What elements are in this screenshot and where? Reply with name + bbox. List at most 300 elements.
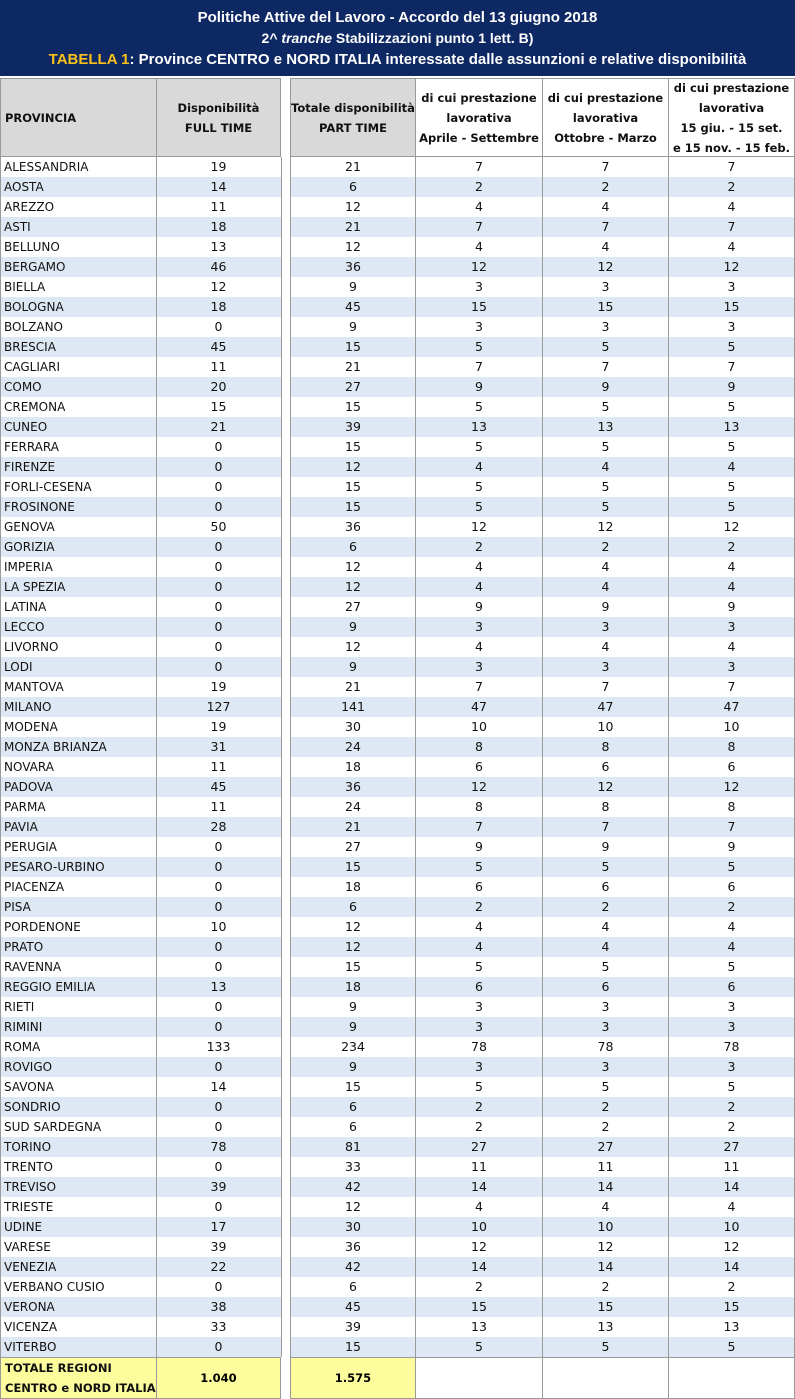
cell-ottobre-marzo: 3 bbox=[601, 279, 610, 294]
cell-aprile-settembre: 6 bbox=[475, 979, 483, 994]
cell-provincia: FERRARA bbox=[4, 440, 59, 454]
cell-ottobre-marzo: 3 bbox=[601, 1019, 610, 1034]
cell-provincia: VENEZIA bbox=[4, 1260, 57, 1274]
cell-provincia: SONDRIO bbox=[4, 1100, 61, 1114]
cell-part-time: 12 bbox=[345, 939, 361, 954]
cell-part-time: 30 bbox=[345, 719, 361, 734]
table-row bbox=[0, 637, 795, 657]
cell-periodo-misto: 5 bbox=[727, 499, 736, 514]
cell-provincia: PERUGIA bbox=[4, 840, 57, 854]
cell-part-time: 18 bbox=[345, 879, 361, 894]
table-row bbox=[0, 757, 795, 777]
cell-periodo-misto: 3 bbox=[727, 619, 736, 634]
cell-aprile-settembre: 9 bbox=[475, 839, 483, 854]
cell-full-time: 127 bbox=[206, 699, 231, 714]
table-caption-text: : Province CENTRO e NORD ITALIA interessate dalle assunzioni e relative disponibilità bbox=[129, 51, 747, 68]
cell-full-time: 21 bbox=[210, 419, 227, 434]
table-row bbox=[0, 457, 795, 477]
table-row bbox=[0, 1117, 795, 1137]
table-row bbox=[0, 497, 795, 517]
cell-ottobre-marzo: 3 bbox=[601, 1059, 610, 1074]
cell-full-time: 18 bbox=[210, 299, 227, 314]
cell-aprile-settembre: 9 bbox=[475, 379, 483, 394]
cell-part-time: 27 bbox=[345, 839, 361, 854]
cell-periodo-misto: 14 bbox=[723, 1259, 740, 1274]
subtitle-prefix: 2^ bbox=[261, 30, 282, 46]
cell-part-time: 6 bbox=[349, 179, 357, 194]
cell-periodo-misto: 2 bbox=[727, 1119, 736, 1134]
cell-full-time: 0 bbox=[214, 479, 223, 494]
cell-periodo-misto: 2 bbox=[727, 1279, 736, 1294]
cell-full-time: 45 bbox=[210, 779, 227, 794]
cell-ottobre-marzo: 13 bbox=[597, 419, 614, 434]
cell-ottobre-marzo: 5 bbox=[601, 1079, 610, 1094]
cell-periodo-misto: 47 bbox=[723, 699, 740, 714]
cell-periodo-misto: 5 bbox=[727, 959, 736, 974]
table-row bbox=[0, 877, 795, 897]
subtitle-italic: tranche bbox=[281, 30, 332, 46]
cell-provincia: SAVONA bbox=[4, 1080, 54, 1094]
header-ott-mar-line2: lavorativa bbox=[572, 110, 639, 125]
cell-aprile-settembre: 7 bbox=[475, 359, 483, 374]
cell-periodo-misto: 15 bbox=[723, 299, 740, 314]
cell-aprile-settembre: 7 bbox=[475, 219, 483, 234]
cell-ottobre-marzo: 4 bbox=[601, 639, 610, 654]
cell-ottobre-marzo: 5 bbox=[601, 479, 610, 494]
grid-line bbox=[290, 157, 291, 1357]
cell-provincia: FROSINONE bbox=[4, 500, 75, 514]
cell-ottobre-marzo: 4 bbox=[601, 199, 610, 214]
cell-aprile-settembre: 2 bbox=[475, 1099, 483, 1114]
cell-full-time: 20 bbox=[210, 379, 227, 394]
cell-ottobre-marzo: 10 bbox=[597, 719, 614, 734]
cell-part-time: 42 bbox=[345, 1259, 361, 1274]
cell-aprile-settembre: 12 bbox=[471, 779, 487, 794]
cell-full-time: 0 bbox=[214, 999, 223, 1014]
cell-aprile-settembre: 3 bbox=[475, 619, 483, 634]
cell-aprile-settembre: 5 bbox=[475, 1339, 483, 1354]
cell-ottobre-marzo: 2 bbox=[601, 1099, 610, 1114]
cell-part-time: 9 bbox=[349, 659, 357, 674]
cell-aprile-settembre: 78 bbox=[471, 1039, 487, 1054]
cell-periodo-misto: 3 bbox=[727, 659, 736, 674]
cell-periodo-misto: 4 bbox=[727, 459, 736, 474]
table-row bbox=[0, 1237, 795, 1257]
cell-full-time: 15 bbox=[210, 399, 227, 414]
cell-aprile-settembre: 5 bbox=[475, 859, 483, 874]
cell-provincia: RIETI bbox=[4, 1000, 35, 1014]
cell-ottobre-marzo: 9 bbox=[601, 379, 610, 394]
cell-provincia: MILANO bbox=[4, 700, 52, 714]
cell-part-time: 6 bbox=[349, 539, 357, 554]
table-row bbox=[0, 1197, 795, 1217]
cell-provincia: LODI bbox=[4, 660, 33, 674]
cell-part-time: 12 bbox=[345, 579, 361, 594]
cell-aprile-settembre: 8 bbox=[475, 799, 483, 814]
cell-full-time: 45 bbox=[210, 339, 227, 354]
header-mixed-line2: lavorativa bbox=[698, 100, 765, 115]
cell-periodo-misto: 13 bbox=[723, 1319, 740, 1334]
cell-part-time: 15 bbox=[345, 1079, 361, 1094]
cell-part-time: 9 bbox=[349, 999, 357, 1014]
cell-full-time: 39 bbox=[210, 1239, 227, 1254]
cell-ottobre-marzo: 2 bbox=[601, 1119, 610, 1134]
cell-aprile-settembre: 5 bbox=[475, 339, 483, 354]
cell-part-time: 18 bbox=[345, 979, 361, 994]
cell-full-time: 133 bbox=[206, 1039, 231, 1054]
cell-provincia: CREMONA bbox=[4, 400, 66, 414]
cell-aprile-settembre: 5 bbox=[475, 479, 483, 494]
totals-part-time: 1.575 bbox=[290, 1357, 416, 1399]
header-apr-set-line1: di cui prestazione bbox=[421, 90, 537, 105]
table-row bbox=[0, 1137, 795, 1157]
cell-aprile-settembre: 5 bbox=[475, 439, 483, 454]
cell-periodo-misto: 5 bbox=[727, 1339, 736, 1354]
cell-ottobre-marzo: 5 bbox=[601, 499, 610, 514]
cell-aprile-settembre: 7 bbox=[475, 819, 483, 834]
grid-line bbox=[542, 157, 543, 1357]
cell-ottobre-marzo: 4 bbox=[601, 459, 610, 474]
cell-periodo-misto: 3 bbox=[727, 1019, 736, 1034]
table-label: TABELLA 1 bbox=[48, 51, 130, 68]
cell-full-time: 13 bbox=[210, 979, 227, 994]
cell-part-time: 15 bbox=[345, 479, 361, 494]
cell-part-time: 15 bbox=[345, 499, 361, 514]
cell-periodo-misto: 4 bbox=[727, 939, 736, 954]
cell-full-time: 0 bbox=[214, 439, 223, 454]
banner-subtitle bbox=[0, 30, 795, 46]
cell-periodo-misto: 3 bbox=[727, 1059, 736, 1074]
header-full-time bbox=[156, 78, 281, 157]
cell-provincia: FORLI-CESENA bbox=[4, 480, 92, 494]
table-row bbox=[0, 897, 795, 917]
cell-aprile-settembre: 12 bbox=[471, 519, 487, 534]
table-row bbox=[0, 857, 795, 877]
cell-part-time: 12 bbox=[345, 199, 361, 214]
cell-ottobre-marzo: 6 bbox=[601, 879, 610, 894]
cell-ottobre-marzo: 4 bbox=[601, 939, 610, 954]
totals-full-time: 1.040 bbox=[156, 1357, 281, 1399]
cell-periodo-misto: 9 bbox=[727, 379, 736, 394]
cell-ottobre-marzo: 5 bbox=[601, 439, 610, 454]
cell-periodo-misto: 10 bbox=[723, 1219, 740, 1234]
cell-provincia: UDINE bbox=[4, 1220, 43, 1234]
cell-full-time: 0 bbox=[214, 959, 223, 974]
cell-aprile-settembre: 12 bbox=[471, 259, 487, 274]
cell-provincia: LATINA bbox=[4, 600, 47, 614]
header-mixed-line3: 15 giu. - 15 set. bbox=[680, 120, 783, 135]
cell-periodo-misto: 3 bbox=[727, 279, 736, 294]
cell-periodo-misto: 7 bbox=[727, 159, 736, 174]
cell-periodo-misto: 4 bbox=[727, 559, 736, 574]
cell-ottobre-marzo: 13 bbox=[597, 1319, 614, 1334]
cell-ottobre-marzo: 2 bbox=[601, 899, 610, 914]
cell-provincia: TRIESTE bbox=[4, 1200, 54, 1214]
cell-ottobre-marzo: 14 bbox=[597, 1259, 614, 1274]
cell-ottobre-marzo: 9 bbox=[601, 839, 610, 854]
cell-periodo-misto: 2 bbox=[727, 899, 736, 914]
cell-provincia: AREZZO bbox=[4, 200, 55, 214]
cell-part-time: 36 bbox=[345, 779, 361, 794]
cell-full-time: 0 bbox=[214, 639, 223, 654]
cell-provincia: LECCO bbox=[4, 620, 45, 634]
cell-periodo-misto: 3 bbox=[727, 319, 736, 334]
cell-ottobre-marzo: 4 bbox=[601, 919, 610, 934]
cell-part-time: 6 bbox=[349, 899, 357, 914]
table-row bbox=[0, 357, 795, 377]
cell-full-time: 13 bbox=[210, 239, 227, 254]
cell-ottobre-marzo: 3 bbox=[601, 999, 610, 1014]
cell-provincia: TREVISO bbox=[4, 1180, 57, 1194]
table-row bbox=[0, 257, 795, 277]
table-row bbox=[0, 657, 795, 677]
cell-part-time: 9 bbox=[349, 1019, 357, 1034]
cell-part-time: 12 bbox=[345, 459, 361, 474]
cell-part-time: 12 bbox=[345, 919, 361, 934]
cell-full-time: 38 bbox=[210, 1299, 227, 1314]
cell-part-time: 21 bbox=[345, 359, 361, 374]
cell-full-time: 0 bbox=[214, 1119, 223, 1134]
cell-periodo-misto: 12 bbox=[723, 1239, 740, 1254]
table-row bbox=[0, 917, 795, 937]
table-row bbox=[0, 597, 795, 617]
cell-provincia: PIACENZA bbox=[4, 880, 65, 894]
cell-aprile-settembre: 2 bbox=[475, 179, 483, 194]
cell-aprile-settembre: 4 bbox=[475, 1199, 483, 1214]
cell-ottobre-marzo: 4 bbox=[601, 579, 610, 594]
cell-aprile-settembre: 4 bbox=[475, 939, 483, 954]
subtitle-suffix: Stabilizzazioni punto 1 lett. B) bbox=[331, 30, 534, 46]
cell-full-time: 11 bbox=[210, 759, 227, 774]
cell-provincia: IMPERIA bbox=[4, 560, 53, 574]
cell-part-time: 15 bbox=[345, 439, 361, 454]
cell-full-time: 0 bbox=[214, 1019, 223, 1034]
cell-periodo-misto: 5 bbox=[727, 339, 736, 354]
cell-periodo-misto: 7 bbox=[727, 819, 736, 834]
cell-provincia: CUNEO bbox=[4, 420, 48, 434]
cell-full-time: 0 bbox=[214, 499, 223, 514]
totals-label-line2: CENTRO e NORD ITALIA bbox=[5, 1381, 156, 1395]
cell-ottobre-marzo: 5 bbox=[601, 1339, 610, 1354]
cell-part-time: 21 bbox=[345, 159, 361, 174]
cell-part-time: 21 bbox=[345, 219, 361, 234]
table-row bbox=[0, 377, 795, 397]
cell-part-time: 12 bbox=[345, 559, 361, 574]
cell-periodo-misto: 13 bbox=[723, 419, 740, 434]
header-part-time-line2: PART TIME bbox=[319, 120, 387, 135]
cell-part-time: 36 bbox=[345, 259, 361, 274]
cell-ottobre-marzo: 10 bbox=[597, 1219, 614, 1234]
cell-provincia: BRESCIA bbox=[4, 340, 56, 354]
cell-aprile-settembre: 27 bbox=[471, 1139, 487, 1154]
cell-periodo-misto: 7 bbox=[727, 679, 736, 694]
cell-aprile-settembre: 14 bbox=[471, 1259, 487, 1274]
table-row bbox=[0, 1317, 795, 1337]
cell-periodo-misto: 7 bbox=[727, 359, 736, 374]
cell-ottobre-marzo: 12 bbox=[597, 259, 614, 274]
cell-periodo-misto: 27 bbox=[723, 1139, 740, 1154]
table-row bbox=[0, 1177, 795, 1197]
table-row bbox=[0, 297, 795, 317]
table-row bbox=[0, 417, 795, 437]
cell-periodo-misto: 4 bbox=[727, 199, 736, 214]
cell-periodo-misto: 6 bbox=[727, 979, 736, 994]
cell-full-time: 0 bbox=[214, 619, 223, 634]
cell-part-time: 6 bbox=[349, 1099, 357, 1114]
cell-aprile-settembre: 8 bbox=[475, 739, 483, 754]
cell-provincia: CAGLIARI bbox=[4, 360, 60, 374]
cell-aprile-settembre: 4 bbox=[475, 919, 483, 934]
cell-part-time: 24 bbox=[345, 799, 361, 814]
header-part-time-line1: Totale disponibilità bbox=[291, 100, 415, 115]
cell-full-time: 17 bbox=[210, 1219, 227, 1234]
cell-provincia: MANTOVA bbox=[4, 680, 64, 694]
cell-part-time: 234 bbox=[341, 1039, 365, 1054]
grid-line bbox=[415, 157, 416, 1357]
cell-aprile-settembre: 2 bbox=[475, 899, 483, 914]
cell-aprile-settembre: 10 bbox=[471, 719, 487, 734]
cell-provincia: ROVIGO bbox=[4, 1060, 53, 1074]
cell-periodo-misto: 78 bbox=[723, 1039, 740, 1054]
header-mixed-line1: di cui prestazione bbox=[673, 80, 790, 95]
table-row bbox=[0, 977, 795, 997]
cell-periodo-misto: 12 bbox=[723, 259, 740, 274]
cell-aprile-settembre: 15 bbox=[471, 1299, 487, 1314]
cell-aprile-settembre: 3 bbox=[475, 1019, 483, 1034]
cell-ottobre-marzo: 2 bbox=[601, 1279, 610, 1294]
cell-provincia: PADOVA bbox=[4, 780, 53, 794]
header-ott-mar-line3: Ottobre - Marzo bbox=[554, 130, 657, 145]
cell-full-time: 0 bbox=[214, 559, 223, 574]
cell-full-time: 11 bbox=[210, 799, 227, 814]
cell-provincia: BIELLA bbox=[4, 280, 46, 294]
cell-provincia: PARMA bbox=[4, 800, 46, 814]
cell-part-time: 12 bbox=[345, 1199, 361, 1214]
cell-part-time: 30 bbox=[345, 1219, 361, 1234]
header-mixed-line4: e 15 nov. - 15 feb. bbox=[672, 140, 791, 155]
cell-full-time: 0 bbox=[214, 599, 223, 614]
cell-provincia: VICENZA bbox=[4, 1320, 58, 1334]
header-full-time-line1: Disponibilità bbox=[177, 100, 260, 115]
cell-periodo-misto: 10 bbox=[723, 719, 740, 734]
cell-part-time: 39 bbox=[345, 419, 361, 434]
cell-aprile-settembre: 2 bbox=[475, 1119, 483, 1134]
cell-full-time: 0 bbox=[214, 899, 223, 914]
cell-part-time: 36 bbox=[345, 519, 361, 534]
cell-part-time: 45 bbox=[345, 299, 361, 314]
cell-full-time: 0 bbox=[214, 839, 223, 854]
table-row bbox=[0, 1277, 795, 1297]
cell-aprile-settembre: 13 bbox=[471, 419, 487, 434]
table-row bbox=[0, 1257, 795, 1277]
cell-provincia: ROMA bbox=[4, 1040, 41, 1054]
cell-part-time: 15 bbox=[345, 339, 361, 354]
cell-part-time: 36 bbox=[345, 1239, 361, 1254]
table-row bbox=[0, 677, 795, 697]
cell-provincia: MODENA bbox=[4, 720, 58, 734]
cell-provincia: RAVENNA bbox=[4, 960, 62, 974]
cell-periodo-misto: 5 bbox=[727, 399, 736, 414]
table-row bbox=[0, 837, 795, 857]
table-row bbox=[0, 537, 795, 557]
cell-full-time: 19 bbox=[210, 679, 227, 694]
table-row bbox=[0, 717, 795, 737]
cell-periodo-misto: 6 bbox=[727, 879, 736, 894]
cell-provincia: PISA bbox=[4, 900, 31, 914]
cell-ottobre-marzo: 7 bbox=[601, 359, 610, 374]
cell-part-time: 21 bbox=[345, 819, 361, 834]
cell-aprile-settembre: 5 bbox=[475, 959, 483, 974]
cell-aprile-settembre: 11 bbox=[471, 1159, 487, 1174]
cell-part-time: 12 bbox=[345, 239, 361, 254]
cell-ottobre-marzo: 3 bbox=[601, 319, 610, 334]
table-row bbox=[0, 437, 795, 457]
cell-periodo-misto: 9 bbox=[727, 599, 736, 614]
table-row bbox=[0, 557, 795, 577]
table-row bbox=[0, 957, 795, 977]
table-row bbox=[0, 1097, 795, 1117]
cell-full-time: 39 bbox=[210, 1179, 227, 1194]
cell-part-time: 15 bbox=[345, 1339, 361, 1354]
cell-ottobre-marzo: 7 bbox=[601, 819, 610, 834]
banner-table-caption bbox=[0, 51, 795, 68]
cell-full-time: 22 bbox=[210, 1259, 227, 1274]
cell-ottobre-marzo: 12 bbox=[597, 779, 614, 794]
cell-ottobre-marzo: 15 bbox=[597, 1299, 614, 1314]
cell-aprile-settembre: 3 bbox=[475, 319, 483, 334]
cell-provincia: FIRENZE bbox=[4, 460, 56, 474]
cell-full-time: 0 bbox=[214, 459, 223, 474]
cell-full-time: 12 bbox=[210, 279, 227, 294]
cell-provincia: PAVIA bbox=[4, 820, 38, 834]
cell-part-time: 9 bbox=[349, 319, 357, 334]
cell-provincia: ALESSANDRIA bbox=[4, 160, 89, 174]
header-aprile-settembre bbox=[415, 78, 543, 157]
cell-periodo-misto: 4 bbox=[727, 639, 736, 654]
cell-ottobre-marzo: 5 bbox=[601, 339, 610, 354]
cell-aprile-settembre: 3 bbox=[475, 279, 483, 294]
table-row bbox=[0, 317, 795, 337]
cell-full-time: 0 bbox=[214, 659, 223, 674]
table-row bbox=[0, 1017, 795, 1037]
cell-aprile-settembre: 4 bbox=[475, 639, 483, 654]
cell-periodo-misto: 3 bbox=[727, 999, 736, 1014]
cell-ottobre-marzo: 8 bbox=[601, 799, 610, 814]
cell-ottobre-marzo: 9 bbox=[601, 599, 610, 614]
cell-aprile-settembre: 47 bbox=[471, 699, 487, 714]
cell-aprile-settembre: 3 bbox=[475, 1059, 483, 1074]
cell-provincia: VARESE bbox=[4, 1240, 51, 1254]
table-row bbox=[0, 517, 795, 537]
cell-provincia: RIMINI bbox=[4, 1020, 43, 1034]
cell-periodo-misto: 14 bbox=[723, 1179, 740, 1194]
cell-periodo-misto: 11 bbox=[723, 1159, 740, 1174]
table-row bbox=[0, 277, 795, 297]
cell-periodo-misto: 7 bbox=[727, 219, 736, 234]
table-row bbox=[0, 217, 795, 237]
cell-full-time: 0 bbox=[214, 319, 223, 334]
cell-provincia: SUD SARDEGNA bbox=[4, 1120, 102, 1134]
cell-full-time: 46 bbox=[210, 259, 227, 274]
cell-aprile-settembre: 15 bbox=[471, 299, 487, 314]
cell-periodo-misto: 5 bbox=[727, 859, 736, 874]
table-row bbox=[0, 697, 795, 717]
cell-ottobre-marzo: 27 bbox=[597, 1139, 614, 1154]
cell-provincia: AOSTA bbox=[4, 180, 44, 194]
cell-periodo-misto: 9 bbox=[727, 839, 736, 854]
cell-aprile-settembre: 6 bbox=[475, 759, 483, 774]
cell-part-time: 6 bbox=[349, 1119, 357, 1134]
